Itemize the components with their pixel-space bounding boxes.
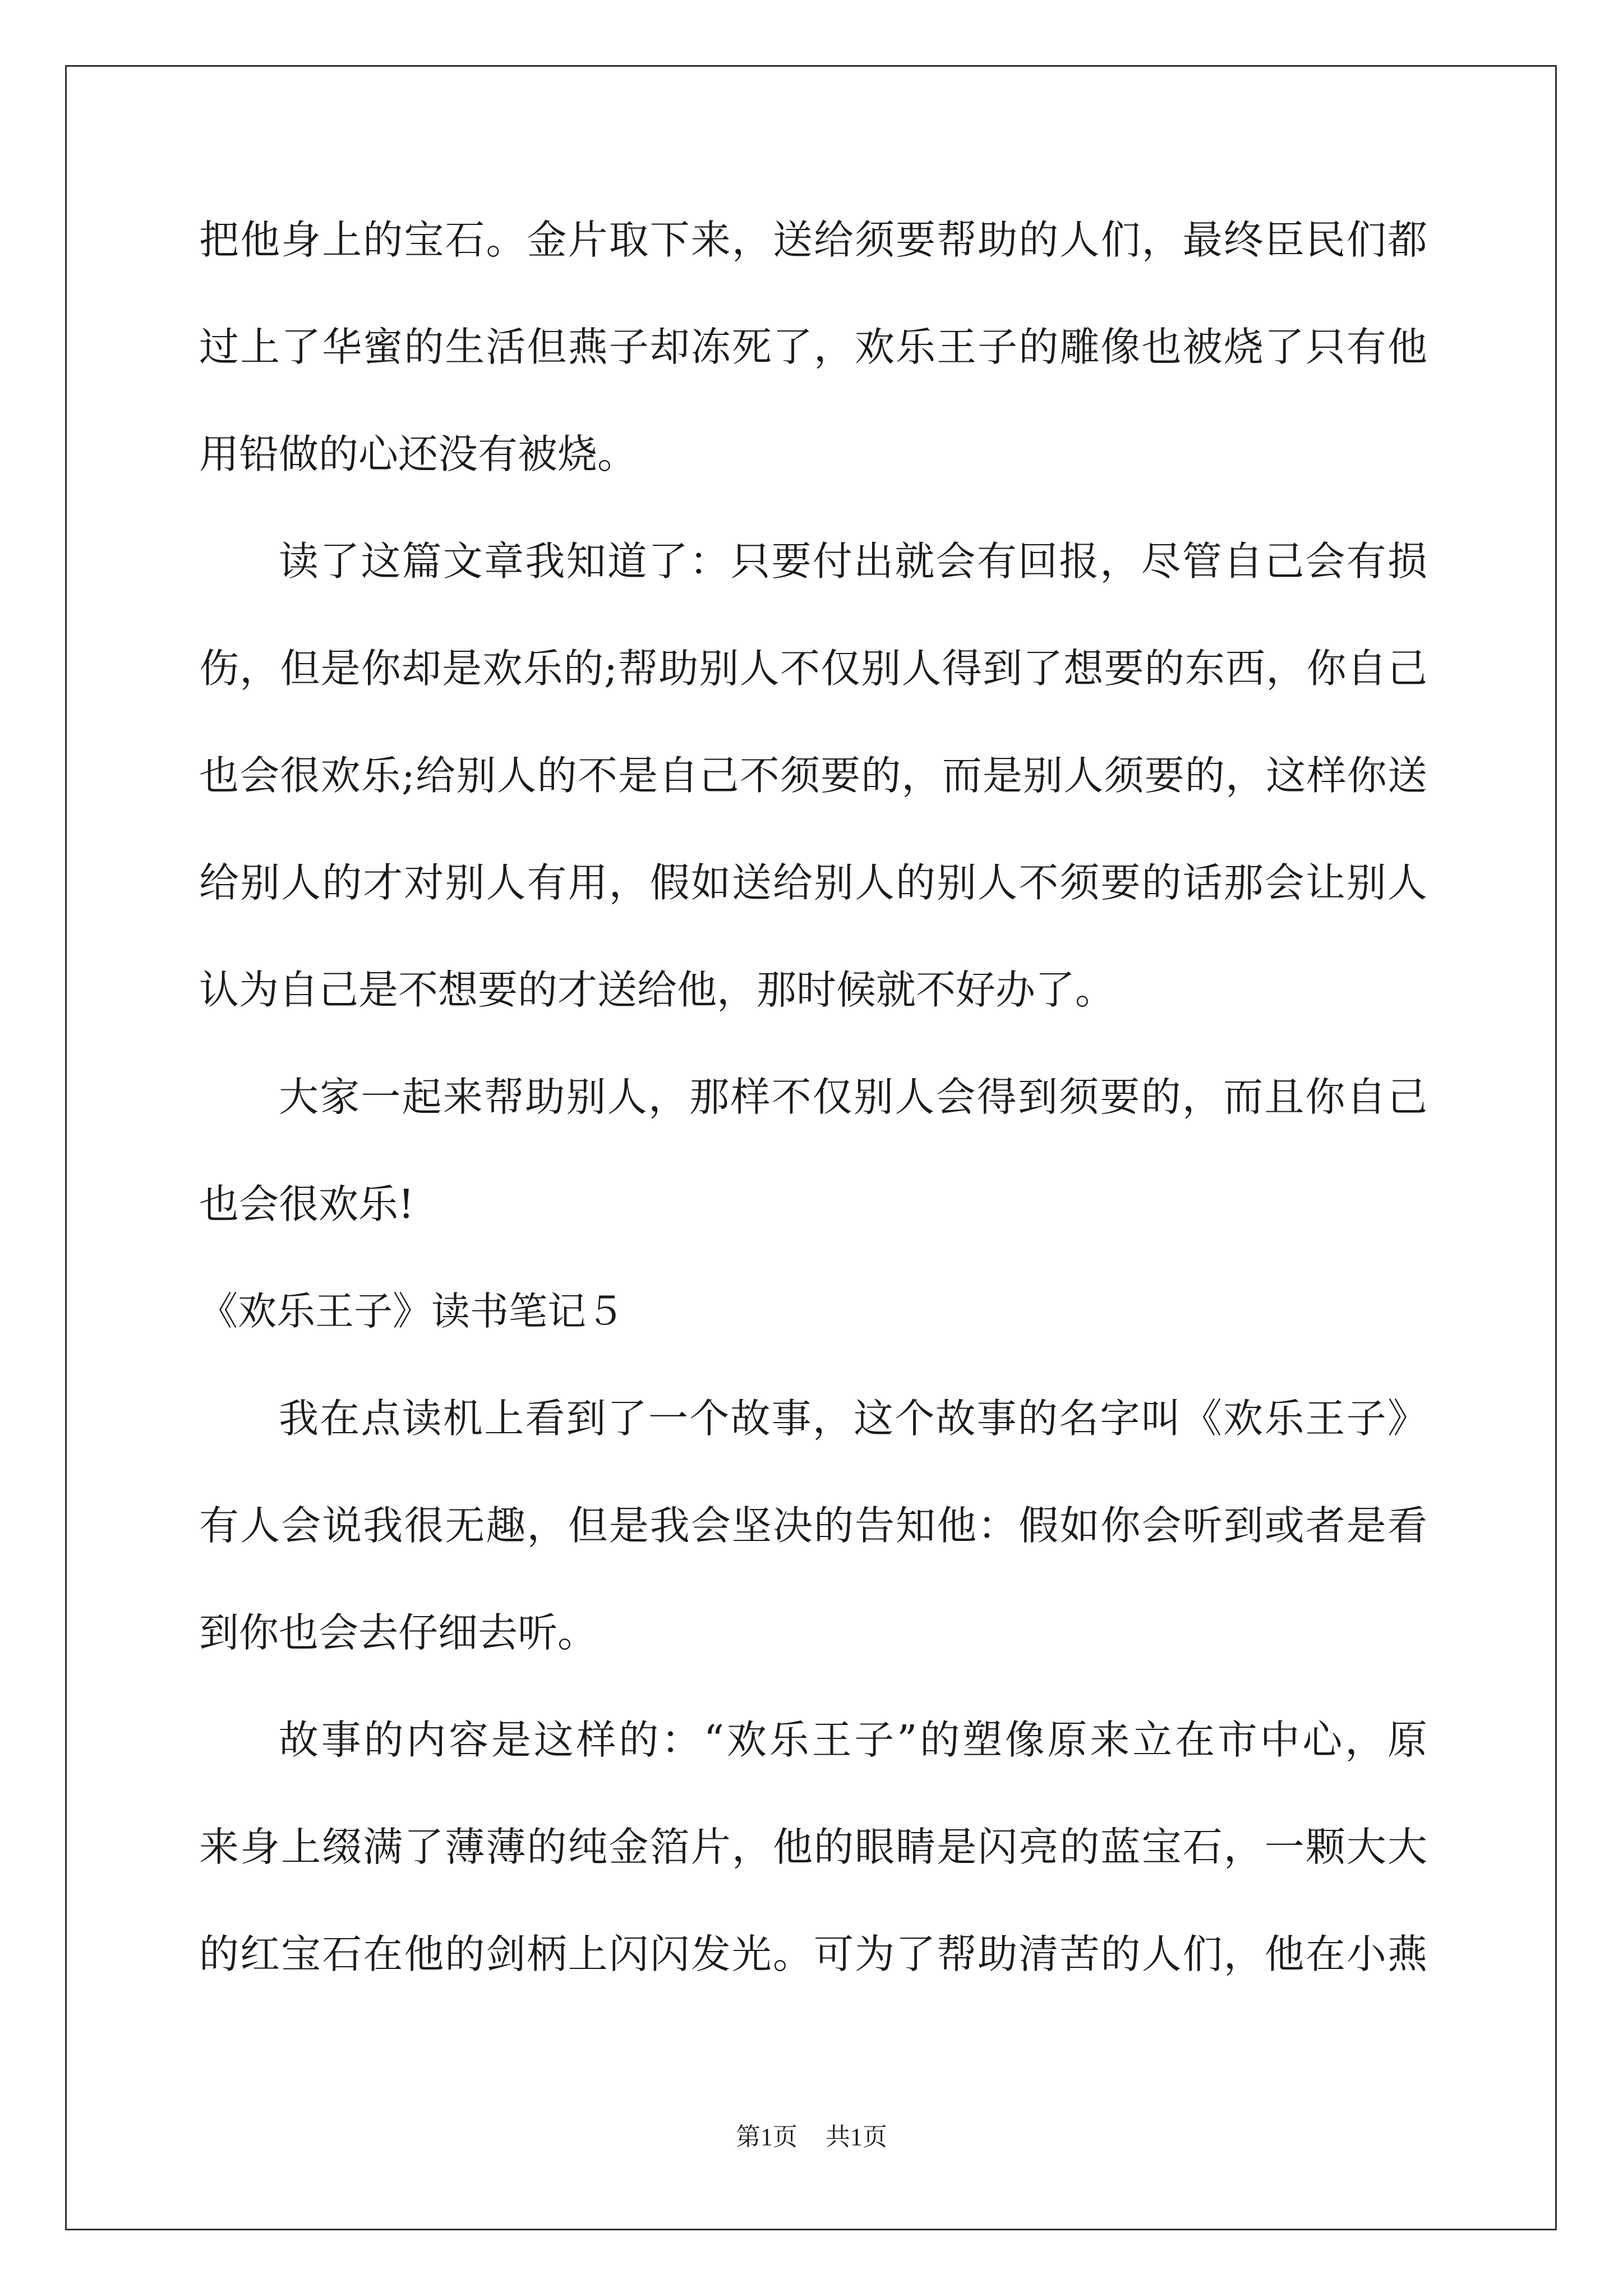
paragraph-line: 有人会说我很无趣，但是我会坚决的告知他：假如你会听到或者是看 bbox=[199, 1502, 1427, 1549]
paragraph-line: 用铅做的心还没有被烧。 bbox=[199, 431, 638, 477]
paragraph-line: 到你也会去仔细去听。 bbox=[199, 1609, 598, 1656]
paragraph-line: 大家一起来帮助别人，那样不仅别人会得到须要的，而且你自己 bbox=[279, 1074, 1427, 1120]
document-body bbox=[199, 213, 1427, 2035]
paragraph-line: 读了这篇文章我知道了：只要付出就会有回报，尽管自己会有损 bbox=[279, 538, 1427, 585]
paragraph-line: 故事的内容是这样的：“欢乐王子”的塑像原来立在市中心，原 bbox=[279, 1717, 1427, 1763]
paragraph-line: 把他身上的宝石。金片取下来，送给须要帮助的人们，最终臣民们都 bbox=[199, 217, 1427, 263]
paragraph-line: 认为自己是不想要的才送给他，那时候就不好办了。 bbox=[199, 967, 1115, 1013]
paragraph-line: 也会很欢乐! bbox=[199, 1181, 414, 1227]
paragraph-line: 伤，但是你却是欢乐的;帮助别人不仅别人得到了想要的东西，你自己 bbox=[199, 645, 1427, 692]
page-footer bbox=[0, 2120, 1623, 2154]
paragraph-line: 我在点读机上看到了一个故事，这个故事的名字叫《欢乐王子》 bbox=[279, 1395, 1427, 1442]
paragraph-line: 过上了华蜜的生活但燕子却冻死了，欢乐王子的雕像也被烧了只有他 bbox=[199, 324, 1427, 370]
paragraph-line: 给别人的才对别人有用，假如送给别人的别人不须要的话那会让别人 bbox=[199, 859, 1427, 906]
page-total: 共1页 bbox=[826, 2123, 887, 2151]
page-number: 第1页 bbox=[736, 2123, 797, 2151]
paragraph-line: 的红宝石在他的剑柄上闪闪发光。可为了帮助清苦的人们，他在小燕 bbox=[199, 1931, 1427, 1977]
paragraph-line: 来身上缀满了薄薄的纯金箔片，他的眼睛是闪亮的蓝宝石，一颗大大 bbox=[199, 1824, 1427, 1870]
section-heading: 《欢乐王子》读书笔记５ bbox=[199, 1289, 625, 1334]
paragraph-line: 也会很欢乐;给别人的不是自己不须要的，而是别人须要的，这样你送 bbox=[199, 752, 1427, 799]
